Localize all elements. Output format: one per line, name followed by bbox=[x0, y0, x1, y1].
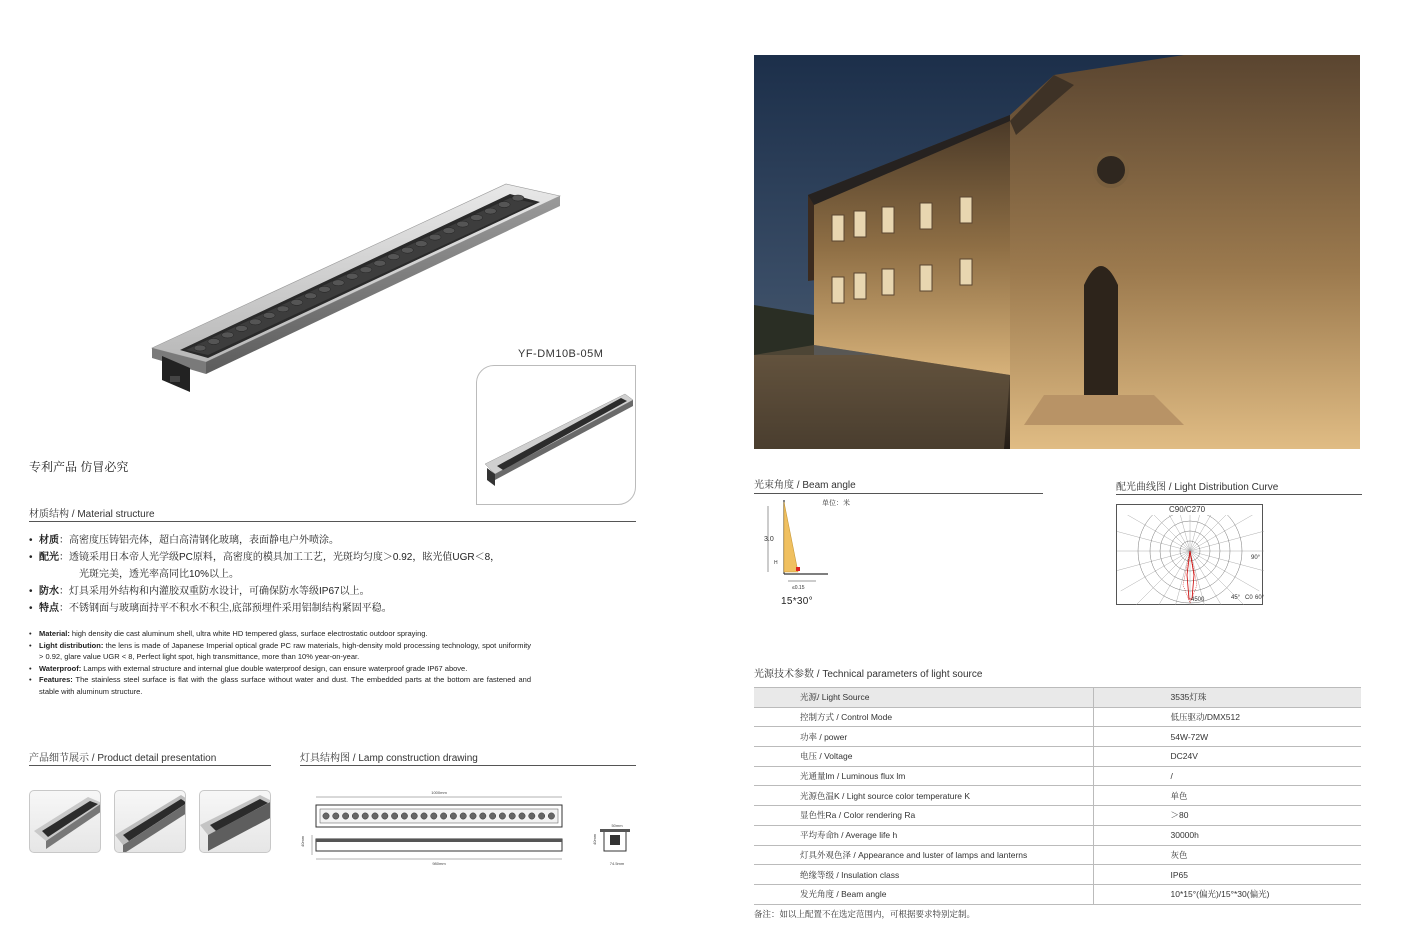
polar-header: C90/C270 bbox=[1169, 505, 1206, 514]
spec-key: 灯具外观色泽 / Appearance and luster of lamps and lanterns bbox=[754, 845, 1093, 865]
spec-row bbox=[754, 845, 1361, 865]
spec-note: 备注：如以上配置不在选定范围内，可根据要求特别定制。 bbox=[754, 909, 976, 919]
beam-angle-value: 15*30° bbox=[781, 596, 813, 607]
detail-thumbnail bbox=[199, 790, 271, 853]
spec-row bbox=[754, 825, 1361, 845]
spec-row bbox=[754, 884, 1361, 904]
spec-key: 控制方式 / Control Mode bbox=[754, 707, 1093, 727]
curve-section-title: 配光曲线图 / Light Distribution Curve bbox=[1116, 482, 1279, 493]
spec-key: 光源/ Light Source bbox=[754, 688, 1093, 708]
beam-offset-label: ≤0.15 bbox=[792, 585, 805, 591]
dim-height-left: 40mm bbox=[300, 835, 305, 847]
spec-value: 30000h bbox=[1093, 825, 1361, 845]
spec-value: 单色 bbox=[1093, 786, 1361, 806]
spec-key: 绝缘等级 / Insulation class bbox=[754, 865, 1093, 885]
beam-unit-label: 单位：米 bbox=[822, 500, 850, 507]
list-item: • 特点：不锈钢面与玻璃面持平不积水不积尘,底部预埋件采用铝制结构紧固平稳。 bbox=[29, 600, 629, 617]
patent-slogan: 专利产品 仿冒必究 bbox=[29, 460, 129, 474]
spec-value: ＞80 bbox=[1093, 806, 1361, 826]
curve-divider bbox=[1116, 494, 1362, 495]
product-model-label: YF-DM10B-05M bbox=[518, 348, 604, 360]
light-distribution-chart bbox=[1116, 504, 1263, 605]
spec-value: IP65 bbox=[1093, 865, 1361, 885]
spec-row bbox=[754, 786, 1361, 806]
beam-angle-diagram bbox=[760, 496, 840, 596]
detail-thumbnail bbox=[114, 790, 186, 853]
spec-value: 3535灯珠 bbox=[1093, 688, 1361, 708]
detail-divider bbox=[29, 765, 271, 766]
spec-value: DC24V bbox=[1093, 747, 1361, 767]
spec-key: 发光角度 / Beam angle bbox=[754, 884, 1093, 904]
beam-divider bbox=[754, 493, 1043, 494]
dim-width-bottom: 74.5mm bbox=[609, 861, 625, 866]
construction-divider bbox=[300, 765, 636, 766]
spec-value: / bbox=[1093, 766, 1361, 786]
material-divider bbox=[29, 521, 636, 522]
spec-key: 显色性Ra / Color rendering Ra bbox=[754, 806, 1093, 826]
construction-section-title: 灯具结构图 / Lamp construction drawing bbox=[300, 753, 478, 764]
construction-drawing bbox=[300, 785, 640, 870]
list-item: • Material: high density die cast aluminum shell, ultra white HD tempered glass, surface electrostatic outdoor spraying. bbox=[29, 628, 531, 640]
list-item: • 防水：灯具采用外结构和内灌胶双重防水设计，可确保防水等级IP67以上。 bbox=[29, 583, 629, 600]
spec-value: 低压驱动/DMX512 bbox=[1093, 707, 1361, 727]
polar-label-peak: 4500 bbox=[1191, 597, 1205, 603]
spec-row bbox=[754, 727, 1361, 747]
beam-h-label: H bbox=[774, 560, 778, 566]
list-item: • 材质：高密度压铸铝壳体，超白高清钢化玻璃，表面静电户外喷涂。 bbox=[29, 532, 629, 549]
list-item: • Light distribution: the lens is made of Japanese Imperial optical grade PC raw materials, high-density mold processing technology, spot uniformity > 0.92, glare value UGR < 8, Perfect light spot, high transmittance, more than 10% year-on-year. bbox=[29, 640, 531, 663]
list-item: • 配光：透镜采用日本帝人光学级PC原料，高密度的模具加工工艺，光斑均匀度＞0.92，眩光值UGR＜8， 光斑完美，透光率高同比10%以上。 bbox=[29, 549, 629, 583]
spec-key: 光通量lm / Luminous flux lm bbox=[754, 766, 1093, 786]
polar-label-c0: C0 bbox=[1245, 595, 1253, 601]
polar-label-60: 60° bbox=[1255, 595, 1265, 601]
spec-key: 光源色温K / Light source color temperature K bbox=[754, 786, 1093, 806]
polar-label-90: 90° bbox=[1251, 555, 1261, 561]
application-photo bbox=[754, 55, 1360, 449]
spec-row bbox=[754, 707, 1361, 727]
dim-height-side: 40mm bbox=[592, 833, 597, 845]
polar-grid bbox=[1117, 515, 1264, 605]
spec-value: 10*15°(偏光)/15°*30(偏光) bbox=[1093, 884, 1361, 904]
material-en-list bbox=[29, 628, 531, 697]
spec-row bbox=[754, 806, 1361, 826]
product-inset-image bbox=[476, 365, 636, 505]
spec-value: 54W-72W bbox=[1093, 727, 1361, 747]
dim-length-top: 1000mm bbox=[431, 790, 447, 795]
dim-width-top: 50mm bbox=[611, 823, 623, 828]
dim-length-bottom: 980mm bbox=[432, 861, 446, 866]
beam-section-title: 光束角度 / Beam angle bbox=[754, 480, 856, 491]
specs-section-title: 光源技术参数 / Technical parameters of light source bbox=[754, 669, 983, 680]
spec-row bbox=[754, 747, 1361, 767]
spec-key: 平均寿命h / Average life h bbox=[754, 825, 1093, 845]
spec-key: 功率 / power bbox=[754, 727, 1093, 747]
list-item: • Waterproof: Lamps with external structure and internal glue double waterproof design, can ensure waterproof grade IP67 above. bbox=[29, 663, 531, 675]
beam-height-label: 3.0 bbox=[764, 536, 774, 543]
spec-key: 电压 / Voltage bbox=[754, 747, 1093, 767]
spec-value: 灰色 bbox=[1093, 845, 1361, 865]
list-item: • Features: The stainless steel surface is flat with the glass surface without water and dust. The embedded parts at the bottom are fastened and stable with aluminum structure. bbox=[29, 674, 531, 697]
spec-table bbox=[754, 687, 1361, 905]
spec-row bbox=[754, 865, 1361, 885]
spec-row bbox=[754, 688, 1361, 708]
material-cn-list bbox=[29, 532, 629, 617]
detail-section-title: 产品细节展示 / Product detail presentation bbox=[29, 753, 217, 764]
polar-label-45: 45° bbox=[1231, 595, 1241, 601]
material-section-title: 材质结构 / Material structure bbox=[29, 509, 155, 520]
spec-row bbox=[754, 766, 1361, 786]
detail-thumbnail bbox=[29, 790, 101, 853]
